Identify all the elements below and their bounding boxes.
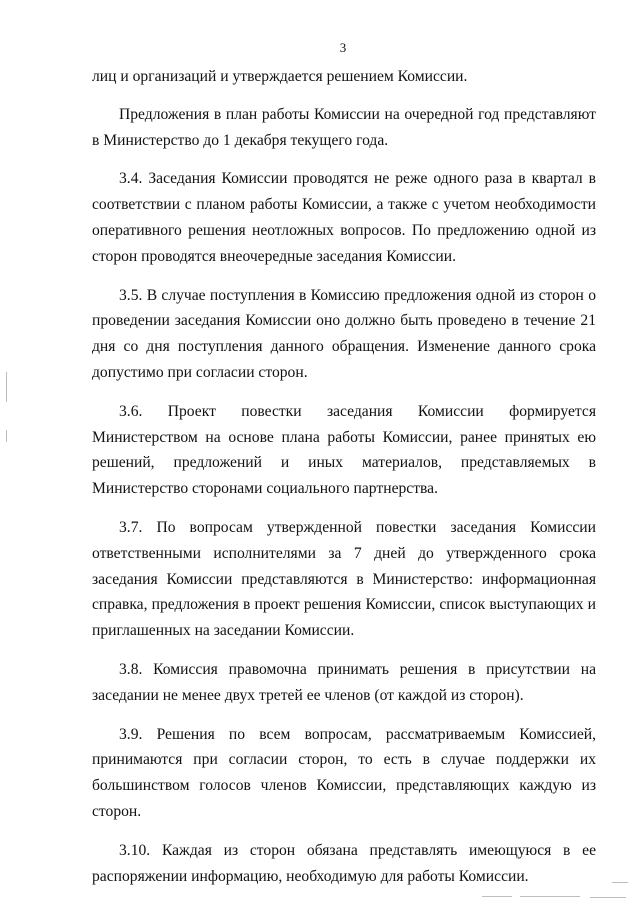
scan-artifact [6,372,7,402]
scan-artifact [520,896,580,897]
scan-artifact [6,430,7,442]
page-number: 3 [339,40,347,55]
paragraph-clause-3-5: 3.5. В случае поступления в Комиссию предложения одной из сторон о проведении заседания Комиссии оно должно быть проведено в течение 21 дня со дня поступления данного обращения. Изменение данного срока допустимо при согласии сторон. [92,286,596,381]
paragraph-continuation: лиц и организаций и утверждается решением Комиссии. [92,68,468,85]
scan-artifact [482,896,512,897]
paragraph-clause-3-6: 3.6. Проект повестки заседания Комиссии формируется Министерством на основе плана работы Комиссии, ранее принятых ею решений, предложений и иных материалов, представляемых в Министерство сторонами социального партнерства. [92,402,596,498]
paragraph-clause-3-8: 3.8. Комиссия правомочна принимать решения в присутствии на заседании не менее двух третей ее членов (от каждой из сторон). [92,660,596,704]
scan-artifact [590,897,626,898]
paragraph-clause-3-4: 3.4. Заседания Комиссии проводятся не реже одного раза в квартал в соответствии с планом работы Комиссии, а также с учетом необходимости оперативного решения неотложных вопросов. По предложению одной из сторон проводятся внеочередные заседания Комиссии. [92,170,596,265]
paragraph-clause-3-9: 3.9. Решения по всем вопросам, рассматриваемым Комиссией, принимаются при согласии сторон, то есть в случае поддержки их большинством голосов членов Комиссии, представляющих каждую из сторон. [92,725,596,820]
paragraph-proposals: Предложения в план работы Комиссии на очередной год представляют в Министерство до 1 декабря текущего года. [92,105,596,149]
document-body [92,64,596,889]
paragraph-clause-3-10: 3.10. Каждая из сторон обязана представлять имеющуюся в ее распоряжении информацию, необходимую для работы Комиссии. [92,841,596,885]
paragraph-clause-3-7: 3.7. По вопросам утвержденной повестки заседания Комиссии ответственными исполнителями за 7 дней до утвержденного срока заседания Комиссии представляются в Министерство: информационная справка, предложения в проект решения Комиссии, список выступающих и приглашенных на заседании Комиссии. [92,518,596,640]
scan-artifact [612,882,628,883]
